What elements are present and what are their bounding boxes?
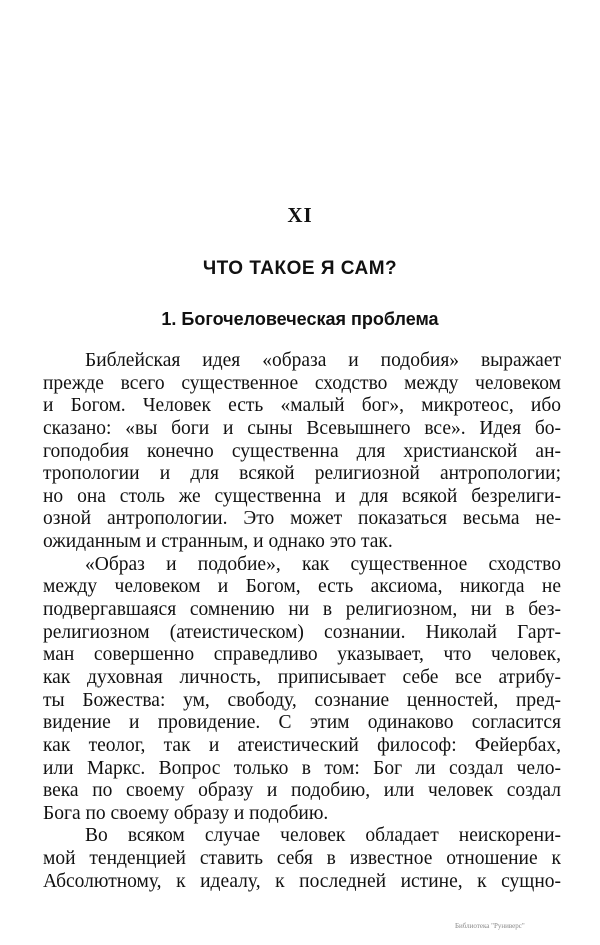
text-line: но она столь же существенна и для всякой безрелиги-: [43, 485, 561, 507]
text-line: тропологии и для всякой религиозной антропологии;: [43, 463, 561, 485]
text-line: ожиданным и странным, и однако это так.: [43, 531, 393, 553]
text-line: ты Божества: ум, свободу, сознание ценностей, пред-: [43, 689, 561, 711]
text-line: Бога по своему образу и подобию.: [43, 802, 329, 824]
section-title: 1. Богочеловеческая проблема: [161, 309, 439, 329]
text-line: как теолог, так и атеистический философ: Фейербах,: [43, 734, 561, 756]
text-line: видение и провидение. С этим одинаково согласится: [43, 712, 561, 734]
text-line: или Маркс. Вопрос только в том: Бог ли создал чело-: [43, 757, 561, 779]
text-line: гоподобия конечно существенна для христианской ан-: [43, 440, 561, 462]
text-line: и Богом. Человек есть «малый бог», микротеос, ибо: [43, 395, 561, 417]
text-line: Библейская идея «образа и подобия» выражает: [85, 350, 561, 371]
library-watermark: Библиотека "Руниверс": [455, 922, 525, 930]
body-text: [43, 350, 561, 893]
text-line: прежде всего существенное сходство между человеком: [43, 372, 561, 394]
text-line: ман совершенно справедливо указывает, что человек,: [43, 644, 561, 666]
text-line: Абсолютному, к идеалу, к последней истине, к сущно-: [43, 870, 561, 892]
text-line: века по своему образу и подобию, или человек создал: [43, 780, 561, 802]
text-line: Во всяком случае человек обладает неискорени-: [85, 825, 561, 847]
text-line: мой тенденцией ставить себя в известное отношение к: [43, 848, 561, 870]
text-line: подвергавшаяся сомнению ни в религиозном, ни в без-: [43, 599, 561, 621]
text-line: сказано: «вы боги и сыны Всевышнего все». Идея бо-: [43, 417, 561, 439]
text-line: религиозном (атеистическом) сознании. Николай Гарт-: [43, 621, 561, 643]
text-line: озной антропологии. Это может показаться весьма не-: [43, 508, 561, 530]
chapter-title: ЧТО ТАКОЕ Я САМ?: [202, 258, 398, 279]
text-line: между человеком и Богом, есть аксиома, никогда не: [43, 576, 561, 598]
chapter-number: XI: [287, 203, 313, 227]
text-line: как духовная личность, приписывает себе все атрибу-: [43, 666, 561, 688]
text-line: «Образ и подобие», как существенное сходство: [85, 553, 561, 575]
